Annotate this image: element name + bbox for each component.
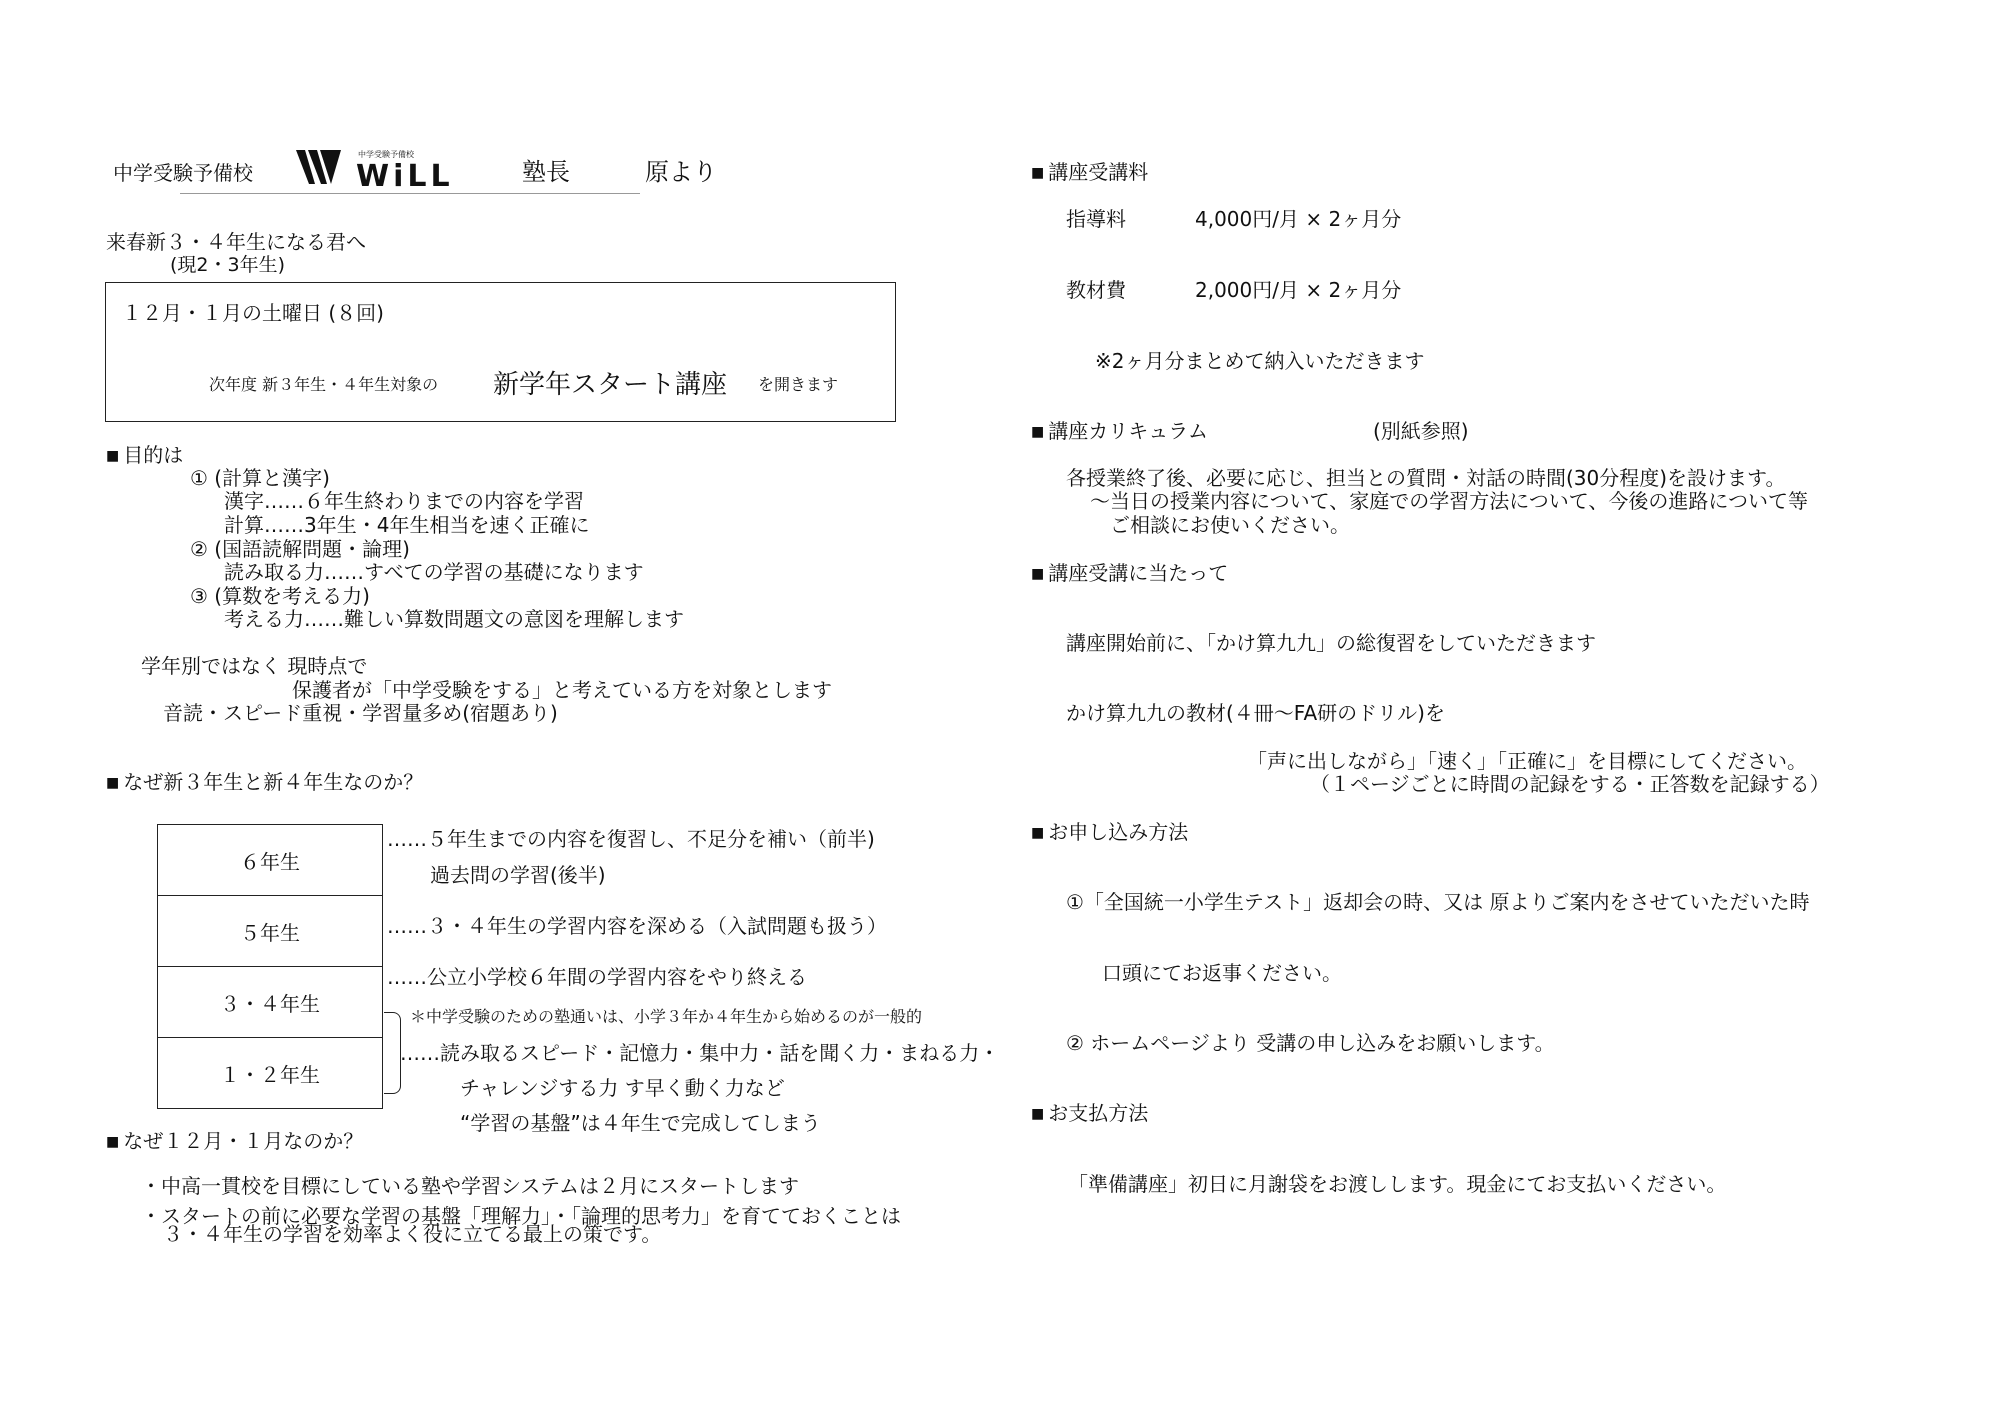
curriculum-heading: ■ 講座カリキュラム: [1031, 419, 1209, 443]
payment-heading: ■ お支払方法: [1031, 1101, 1149, 1125]
why-month-heading: ■ なぜ１２月・１月なのか？: [106, 1129, 364, 1153]
curriculum-line: ご相談にお使いください。: [1110, 513, 1350, 537]
grade-cell-34: ３・４年生: [157, 966, 383, 1038]
purpose-note: 保護者が「中学受験をする」と考えている方を対象とします: [292, 678, 832, 702]
curriculum-line: 各授業終了後、必要に応じ、担当との質問・対話の時間(30分程度)を設けます。: [1066, 466, 1786, 490]
announce-suffix: を開きます: [758, 375, 839, 394]
purpose-item: ① (計算と漢字): [190, 466, 330, 490]
announce-box: [105, 282, 896, 422]
grade-desc: “学習の基盤”は４年生で完成してしまう: [460, 1111, 821, 1135]
fees-heading: ■ 講座受講料: [1031, 160, 1149, 184]
apply-line: ①「全国統一小学生テスト」返却会の時、又は 原よりご案内をさせていただいた時: [1066, 890, 1810, 914]
curriculum-ref: (別紙参照): [1373, 419, 1469, 443]
purpose-item: 漢字……６年生終わりまでの内容を学習: [224, 489, 584, 513]
header-from: 原より: [645, 158, 717, 186]
header-underline: [180, 193, 640, 194]
material-value: 2,000円/月 × 2ヶ月分: [1195, 278, 1402, 302]
greeting: 来春新３・４年生になる君へ: [106, 230, 366, 254]
logo-small-text: 中学受験予備校: [358, 150, 414, 159]
purpose-note: 学年別ではなく 現時点で: [141, 654, 368, 678]
attend-line: 講座開始前に、「かけ算九九」の総復習をしていただきます: [1066, 631, 1596, 655]
attend-heading: ■ 講座受講に当たって: [1031, 561, 1229, 585]
grade-desc: ……読み取るスピード・記憶力・集中力・話を聞く力・まねる力・: [400, 1041, 1000, 1065]
purpose-item: ③ (算数を考える力): [190, 584, 370, 608]
announce-course: 新学年スタート講座: [493, 370, 728, 400]
why-grade-heading: ■ なぜ新３年生と新４年生なのか？: [106, 770, 424, 794]
grade-cell-5: ５年生: [157, 895, 383, 967]
attend-line: 「声に出しながら」「速く」「正確に」を目標にしてください。: [1247, 749, 1807, 773]
grade-desc: ……５年生までの内容を復習し、不足分を補い（前半): [387, 827, 875, 851]
apply-heading: ■ お申し込み方法: [1031, 820, 1189, 844]
school-prefix: 中学受験予備校: [113, 161, 253, 185]
attend-line: かけ算九九の教材(４冊〜FA研のドリル)を: [1066, 701, 1445, 725]
purpose-item: 読み取る力……すべての学習の基礎になります: [224, 560, 644, 584]
will-logo: [296, 148, 476, 190]
apply-line: 口頭にてお返事ください。: [1102, 961, 1342, 985]
current-grade: (現2・3年生): [170, 254, 286, 276]
grade-cell-12: １・２年生: [157, 1037, 383, 1109]
purpose-item: 計算……3年生・4年生相当を速く正確に: [224, 513, 590, 537]
tuition-label: 指導料: [1066, 207, 1126, 231]
tuition-value: 4,000円/月 × 2ヶ月分: [1195, 207, 1402, 231]
logo-text: WiLL: [356, 159, 454, 190]
why-month-line: ３・４年生の学習を効率よく役に立てる最上の策です。: [163, 1222, 662, 1246]
material-label: 教材費: [1066, 278, 1126, 302]
fees-note: ※2ヶ月分まとめて納入いただきます: [1095, 349, 1425, 373]
grade-desc: 過去問の学習(後半): [430, 863, 606, 887]
announce-target: 次年度 新３年生・４年生対象の: [209, 375, 439, 394]
purpose-item: ② (国語読解問題・論理): [190, 537, 410, 561]
why-month-line: ・中高一貫校を目標にしている塾や学習システムは２月にスタートします: [141, 1174, 799, 1198]
bracket: [384, 1012, 401, 1094]
header-role: 塾長: [522, 158, 570, 186]
purpose-item: 考える力……難しい算数問題文の意図を理解します: [224, 607, 684, 631]
grade-desc: ……３・４年生の学習内容を深める（入試問題も扱う）: [387, 914, 887, 938]
announce-schedule: １２月・１月の土曜日 (８回): [122, 301, 384, 325]
attend-line: （１ページごとに時間の記録をする・正答数を記録する）: [1310, 772, 1830, 796]
grade-desc: ……公立小学校６年間の学習内容をやり終える: [387, 965, 807, 989]
apply-line: ② ホームページより 受講の申し込みをお願いします。: [1066, 1031, 1555, 1055]
grade-cell-6: ６年生: [157, 824, 383, 896]
purpose-heading: ■ 目的は: [106, 443, 184, 467]
curriculum-line: 〜当日の授業内容について、家庭での学習方法について、今後の進路について等: [1090, 489, 1808, 513]
grade-desc: チャレンジする力 す早く動く力など: [460, 1076, 785, 1100]
grade-note: ＊中学受験のための塾通いは、小学３年か４年生から始めるのが一般的: [410, 1007, 923, 1026]
why-month-line: ・スタートの前に必要な学習の基盤「理解力」・「論理的思考力」を育てておくことは: [141, 1204, 901, 1228]
purpose-note: 音読・スピード重視・学習量多め(宿題あり): [163, 701, 558, 725]
payment-line: 「準備講座」初日に月謝袋をお渡しします。現金にてお支払いください。: [1068, 1172, 1727, 1196]
